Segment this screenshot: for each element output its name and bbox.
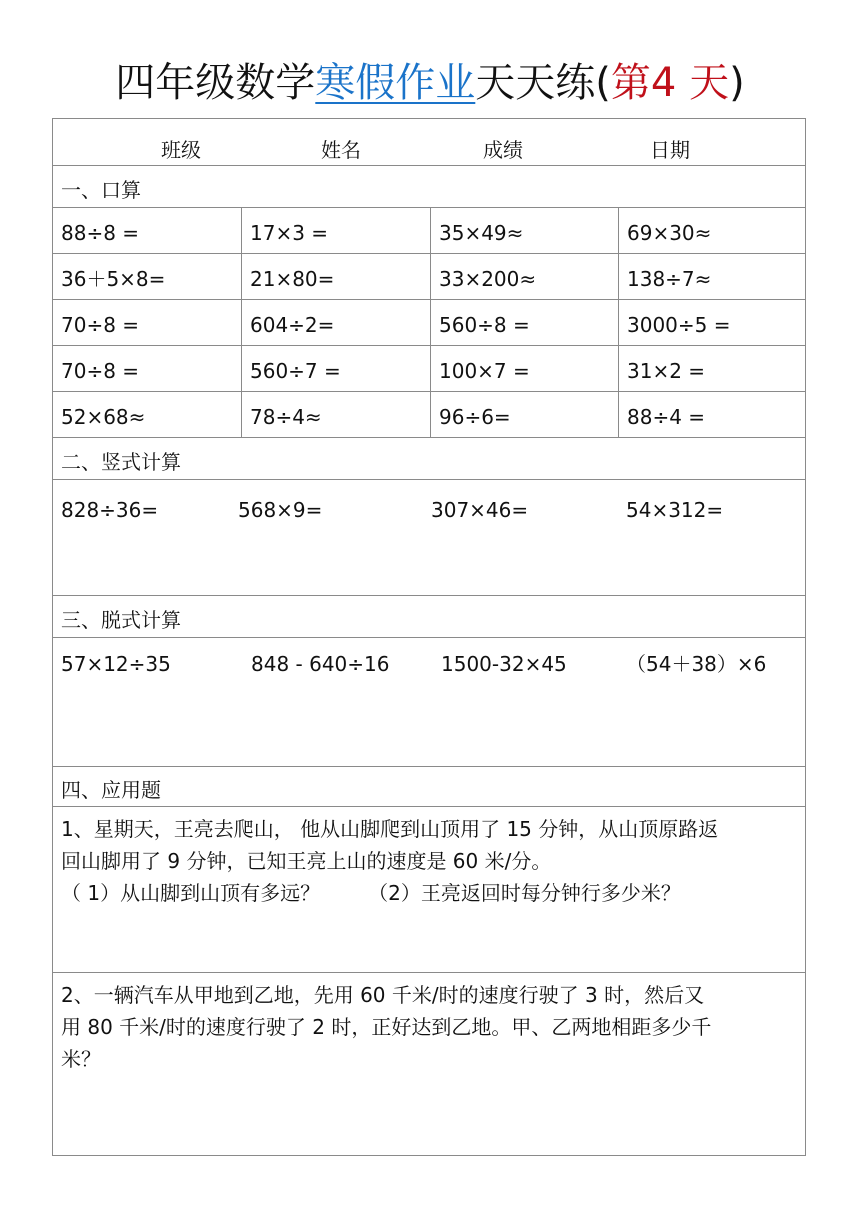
- vertical-expr: 307×46=: [431, 498, 529, 522]
- oral-cell: [431, 300, 619, 345]
- title-highlight: 寒假作业: [315, 60, 476, 106]
- question-1: （ 1）从山脚到山顶有多远？: [61, 881, 321, 905]
- problem-line: 米？: [61, 1047, 101, 1071]
- oral-expr: 35×49≈: [439, 221, 524, 245]
- oral-cell: [619, 208, 807, 253]
- oral-expr: 17×3 =: [250, 221, 329, 245]
- problem-line: 1、星期天，王亮去爬山， 他从山脚爬到山顶用了 15 分钟，从山顶原路返: [61, 817, 719, 841]
- oral-cell: [431, 392, 619, 437]
- oral-row-5: [53, 392, 805, 438]
- section-vertical-body: [53, 480, 805, 596]
- oral-cell: [53, 346, 242, 391]
- problem-questions: [61, 877, 799, 909]
- stepwise-expr: 848 - 640÷16: [251, 652, 390, 676]
- class-label: 班级: [161, 138, 201, 162]
- name-label: 姓名: [321, 138, 361, 162]
- oral-expr: 33×200≈: [439, 267, 537, 291]
- oral-expr: 3000÷5 =: [627, 313, 731, 337]
- oral-expr: 138÷7≈: [627, 267, 712, 291]
- oral-expr: 52×68≈: [61, 405, 146, 429]
- oral-cell: [53, 392, 242, 437]
- oral-row-3: [53, 300, 805, 346]
- oral-cell: [431, 254, 619, 299]
- oral-cell: [242, 254, 431, 299]
- problem-line: 用 80 千米/时的速度行驶了 2 时，正好达到乙地。甲、乙两地相距多少千: [61, 1015, 712, 1039]
- oral-row-1: [53, 208, 805, 254]
- section-oral-label: 一、口算: [61, 178, 141, 202]
- oral-cell: [242, 392, 431, 437]
- vertical-expr: 568×9=: [238, 498, 323, 522]
- oral-expr: 100×7 =: [439, 359, 530, 383]
- section-stepwise-header: [53, 596, 805, 638]
- oral-cell: [619, 392, 807, 437]
- word-problem-2-text: [61, 979, 799, 1075]
- oral-cell: [53, 208, 242, 253]
- oral-cell: [619, 346, 807, 391]
- section-vertical-header: [53, 438, 805, 480]
- oral-cell: [242, 346, 431, 391]
- section-vertical-label: 二、竖式计算: [61, 450, 181, 474]
- oral-cell: [431, 208, 619, 253]
- oral-row-2: [53, 254, 805, 300]
- word-problem-1: [53, 807, 805, 973]
- section-oral-header: [53, 166, 805, 208]
- date-label: 日期: [650, 138, 690, 162]
- oral-expr: 31×2 =: [627, 359, 706, 383]
- oral-expr: 560÷8 =: [439, 313, 530, 337]
- oral-cell: [619, 300, 807, 345]
- oral-expr: 70÷8 =: [61, 313, 140, 337]
- section-stepwise-label: 三、脱式计算: [61, 608, 181, 632]
- oral-expr: 560÷7 =: [250, 359, 341, 383]
- oral-expr: 21×80=: [250, 267, 335, 291]
- word-problem-1-text: [61, 813, 799, 909]
- section-stepwise-body: [53, 638, 805, 767]
- vertical-expr: 828÷36=: [61, 498, 159, 522]
- stepwise-expr: （54＋38）×6: [626, 652, 767, 676]
- oral-cell: [619, 254, 807, 299]
- problem-line: 2、一辆汽车从甲地到乙地，先用 60 千米/时的速度行驶了 3 时，然后又: [61, 983, 705, 1007]
- vertical-expr: 54×312=: [626, 498, 724, 522]
- question-2: （2）王亮返回时每分钟行多少米？: [368, 881, 681, 905]
- oral-expr: 36＋5×8=: [61, 267, 166, 291]
- oral-expr: 88÷8 =: [61, 221, 140, 245]
- title-day: 第4 天: [610, 60, 730, 106]
- title-part1: 四年级数学: [115, 60, 316, 106]
- page-title: [0, 52, 860, 114]
- oral-cell: [242, 208, 431, 253]
- oral-row-4: [53, 346, 805, 392]
- oral-cell: [53, 254, 242, 299]
- title-part5: ): [729, 60, 745, 106]
- section-word-label: 四、应用题: [61, 778, 161, 802]
- oral-cell: [53, 300, 242, 345]
- oral-cell: [431, 346, 619, 391]
- oral-expr: 70÷8 =: [61, 359, 140, 383]
- oral-expr: 88÷4 =: [627, 405, 706, 429]
- worksheet: [52, 118, 806, 1156]
- info-row: [53, 119, 805, 166]
- oral-cell: [242, 300, 431, 345]
- oral-expr: 96÷6=: [439, 405, 511, 429]
- oral-expr: 69×30≈: [627, 221, 712, 245]
- oral-expr: 604÷2=: [250, 313, 335, 337]
- oral-expr: 78÷4≈: [250, 405, 322, 429]
- problem-line: 回山脚用了 9 分钟，已知王亮上山的速度是 60 米/分。: [61, 849, 552, 873]
- stepwise-expr: 57×12÷35: [61, 652, 171, 676]
- stepwise-expr: 1500-32×45: [441, 652, 567, 676]
- section-word-header: [53, 767, 805, 807]
- title-part3: 天天练(: [475, 60, 611, 106]
- score-label: 成绩: [483, 138, 523, 162]
- word-problem-2: [53, 973, 805, 1157]
